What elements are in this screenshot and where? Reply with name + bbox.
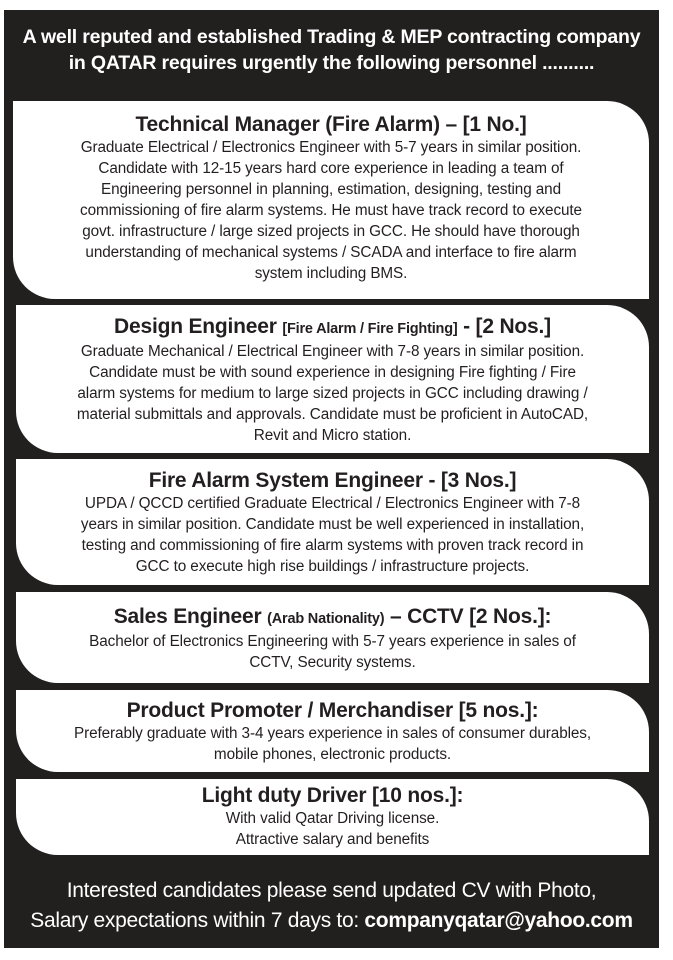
position-title-note: [Fire Alarm / Fire Fighting] [282, 321, 458, 337]
position-description-line: Attractive salary and benefits [235, 831, 430, 848]
header-line-1: A well reputed and established Trading & MEP contracting company [22, 26, 641, 48]
job-advertisement [4, 10, 659, 948]
position-description-line: With valid Qatar Driving license. [225, 810, 440, 827]
position-description-line: years in similar position. Candidate must be well experienced in installation, [80, 516, 585, 533]
position-description-line: Bachelor of Electronics Engineering with 5-7 years experience in sales of [89, 633, 576, 650]
position-description-line: Preferably graduate with 3-4 years experience in sales of consumer durables, [73, 725, 592, 742]
position-description-line: mobile phones, electronic products. [213, 746, 452, 763]
header-line-2: in QATAR requires urgently the following personnel .......... [68, 52, 595, 74]
position-title: Technical Manager (Fire Alarm) – [1 No.] [135, 113, 527, 136]
contact-email: companyqatar@yahoo.com [364, 909, 633, 932]
position-description-line: Candidate with 12-15 years hard core experience in leading a team of [98, 160, 564, 177]
position-description-line: Graduate Electrical / Electronics Engineer with 5-7 years in similar position. [80, 139, 582, 156]
position-description-line: Graduate Mechanical / Electrical Engineer with 7-8 years in similar position. [80, 343, 585, 360]
position-description-line: Candidate must be with sound experience in designing Fire fighting / Fire [89, 364, 576, 381]
position-card-product-promoter [16, 690, 649, 772]
position-card-sales-engineer [16, 592, 649, 683]
position-card-light-duty-driver [16, 779, 649, 855]
footer-line-1: Interested candidates please send updated CV with Photo, [66, 879, 597, 902]
footer-line-2 [4, 906, 659, 936]
position-description-line: testing and commissioning of fire alarm systems with proven track record in [81, 537, 584, 554]
footer-line-2-text: Salary expectations within 7 days to: [30, 909, 365, 932]
position-description-line: system including BMS. [254, 265, 408, 282]
position-description-line: understanding of mechanical systems / SCADA and interface to fire alarm [85, 244, 577, 261]
position-title [16, 605, 649, 631]
position-description-line: Revit and Micro station. [253, 427, 412, 444]
position-description-line: commissioning of fire alarm systems. He must have track record to execute [80, 202, 582, 219]
ad-header [4, 24, 659, 76]
position-title: Product Promoter / Merchandiser [5 nos.]: [126, 699, 539, 722]
position-description-line: alarm systems for medium to large sized projects in GCC including drawing / [77, 385, 588, 402]
position-description-line: Engineering personnel in planning, estimation, designing, testing and [101, 181, 561, 198]
position-card-fire-alarm-system-engineer [16, 459, 649, 585]
position-description-line: UPDA / QCCD certified Graduate Electrical / Electronics Engineer with 7-8 [84, 495, 581, 512]
position-title [16, 315, 649, 341]
position-description-line: GCC to execute high rise buildings / infrastructure projects. [135, 558, 530, 575]
position-card-technical-manager [13, 101, 649, 299]
position-description-line: material submittals and approvals. Candidate must be proficient in AutoCAD, [76, 406, 589, 423]
position-title-note: (Arab Nationality) [267, 611, 385, 627]
position-description-line: govt. infrastructure / large sized projects in GCC. He should have thorough [82, 223, 580, 240]
position-title-main: Sales Engineer [113, 605, 262, 628]
position-title-count: - [2 Nos.] [457, 315, 551, 338]
position-description-line: CCTV, Security systems. [249, 654, 416, 671]
ad-footer [4, 876, 659, 936]
position-title: Light duty Driver [10 nos.]: [201, 784, 464, 807]
position-card-design-engineer [16, 305, 649, 453]
position-title-count: – CCTV [2 Nos.]: [384, 605, 552, 628]
position-title-main: Design Engineer [114, 315, 277, 338]
position-title: Fire Alarm System Engineer - [3 Nos.] [148, 469, 517, 492]
